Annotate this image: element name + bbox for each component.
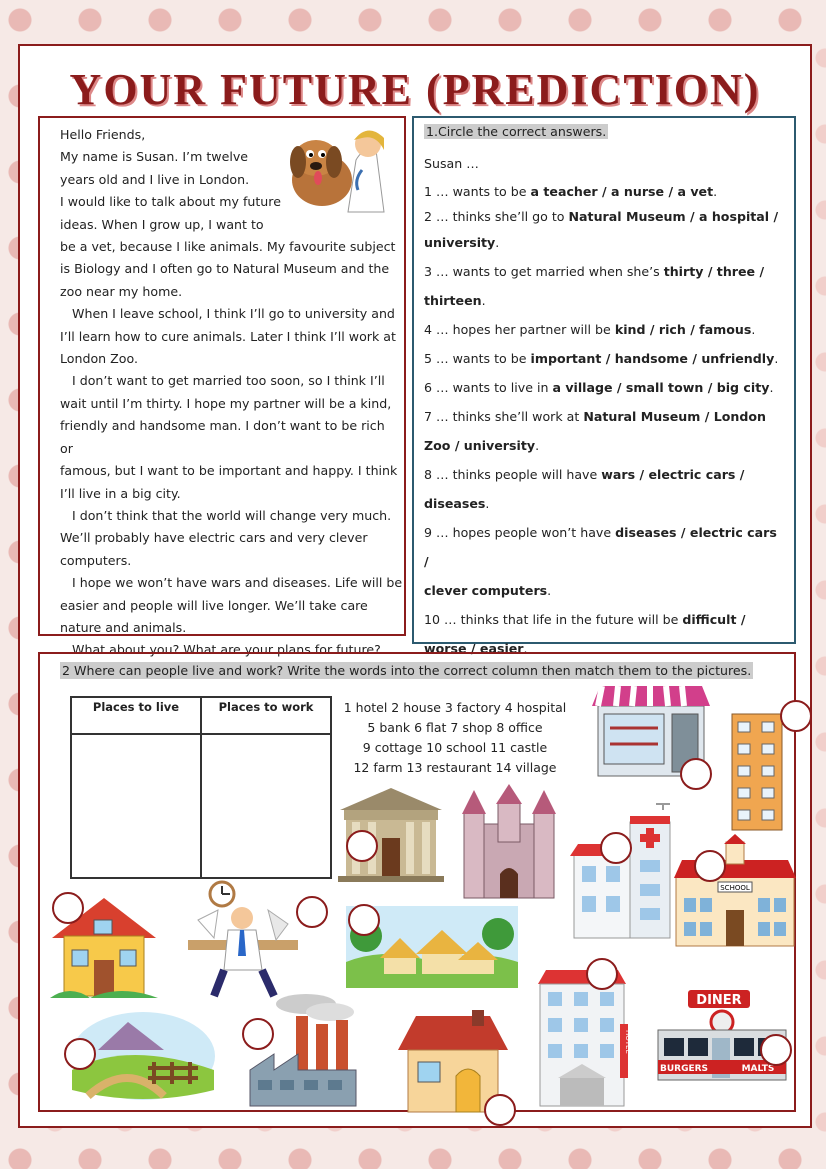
reading-line: I would like to talk about my future — [60, 194, 281, 210]
answer-options[interactable]: Natural Museum / a hospital / — [568, 209, 779, 224]
reading-line: zoo near my home. — [60, 283, 183, 299]
reading-line: I don’t think that the world will change very much. — [60, 507, 392, 523]
reading-line: easier and people will live longer. We’ll take care — [60, 597, 368, 613]
question-text: . — [547, 583, 552, 598]
malts-sign: MALTS — [741, 1064, 775, 1074]
burgers-sign: BURGERS — [659, 1064, 709, 1074]
hotel-picture — [536, 968, 632, 1108]
answer-options[interactable]: a village / small town / big city — [552, 380, 770, 395]
answer-options[interactable]: important / handsome / unfriendly — [530, 351, 775, 366]
question-text: . — [774, 351, 779, 366]
answer-options[interactable]: clever computers — [424, 583, 548, 598]
word-bank-line: 5 bank 6 flat 7 shop 8 office — [367, 720, 543, 735]
question-text: 5 … wants to be — [424, 351, 531, 366]
answer-options[interactable]: a teacher / a nurse / a vet — [530, 184, 714, 199]
question-1 — [424, 177, 784, 206]
question-text: 1 … wants to be — [424, 184, 531, 199]
reading-line: We’ll probably have electric cars and very clever — [60, 530, 368, 546]
exercise-1-title: 1.Circle the correct answers. — [426, 124, 607, 139]
reading-line: What about you? What are your plans for future? — [60, 642, 381, 658]
reading-line: Hello Friends, — [60, 127, 146, 142]
reading-line: I don’t want to get married too soon, so I think I’ll — [60, 373, 385, 389]
answer-options[interactable]: thirteen — [424, 293, 482, 308]
page-title: YOUR FUTURE (PREDICTION) — [69, 65, 761, 114]
question-text: . — [523, 641, 528, 656]
question-text: . — [535, 438, 540, 453]
reading-line: computers. — [60, 552, 132, 568]
answer-circle[interactable] — [64, 1038, 96, 1070]
answer-circle[interactable] — [242, 1018, 274, 1050]
answer-circle[interactable] — [348, 904, 380, 936]
reading-line: friendly and handsome man. I don’t want to be rich or — [60, 418, 385, 456]
question-text: . — [769, 380, 774, 395]
question-text: 7 … thinks she’ll work at — [424, 409, 584, 424]
exercise-1-box — [412, 116, 796, 656]
school-sign: SCHOOL — [720, 884, 750, 892]
reading-line: famous, but I want to be important and happy. I think — [60, 463, 398, 479]
answer-circle[interactable] — [694, 850, 726, 882]
question-text: 10 … thinks that life in the future will be — [424, 612, 683, 627]
column-header-work: Places to work — [201, 697, 331, 734]
answer-circle[interactable] — [760, 1034, 792, 1066]
answer-options[interactable]: Natural Museum / London — [583, 409, 767, 424]
answer-options[interactable]: difficult / — [682, 612, 746, 627]
reading-line: When I leave school, I think I’ll go to university and — [60, 306, 395, 322]
question-2-cont — [424, 228, 784, 257]
answer-cell-work[interactable] — [201, 734, 331, 878]
exercise-2-box — [38, 652, 796, 1112]
question-text: 6 … wants to live in — [424, 380, 553, 395]
word-bank-line: 1 hotel 2 house 3 factory 4 hospital — [343, 700, 567, 715]
dog-and-vet-illustration — [284, 120, 394, 220]
word-bank-line: 9 cottage 10 school 11 castle — [362, 740, 548, 755]
reading-line: My name is Susan. I’m twelve — [60, 149, 249, 165]
hospital-picture — [570, 804, 682, 942]
question-7-cont — [424, 431, 784, 460]
question-8-cont — [424, 489, 784, 518]
question-3 — [424, 257, 784, 286]
question-4 — [424, 315, 784, 344]
answer-options[interactable]: diseases / electric cars / — [424, 525, 777, 569]
question-2 — [424, 206, 784, 228]
reading-line: is Biology and I often go to Natural Museum and the — [60, 261, 390, 277]
question-text: 2 … thinks she’ll go to — [424, 209, 569, 224]
exercise-1-heading — [424, 124, 784, 139]
reading-line: wait until I’m thirty. I hope my partner will be a kind, — [60, 395, 392, 411]
question-9 — [424, 518, 784, 576]
answer-options[interactable]: worse / easier — [424, 641, 524, 656]
question-text: . — [481, 293, 486, 308]
question-8 — [424, 460, 784, 489]
reading-line: ideas. When I grow up, I want to — [60, 216, 264, 232]
reading-box — [38, 116, 406, 658]
answer-circle[interactable] — [484, 1094, 516, 1126]
question-5 — [424, 344, 784, 373]
answer-options[interactable]: diseases — [424, 496, 486, 511]
castle-picture — [460, 784, 558, 900]
exercise-1-intro: Susan … — [424, 156, 479, 171]
worksheet — [18, 44, 812, 1128]
answer-circle[interactable] — [346, 830, 378, 862]
reading-line: years old and I live in London. — [60, 171, 250, 187]
answer-cell-live[interactable] — [71, 734, 201, 878]
answer-options[interactable]: Zoo / university — [424, 438, 536, 453]
school-picture — [674, 840, 796, 948]
question-text: . — [713, 184, 718, 199]
places-table — [70, 696, 332, 879]
column-header-live: Places to live — [71, 697, 201, 734]
question-6 — [424, 373, 784, 402]
reading-line: be a vet, because I like animals. My favourite subject — [60, 239, 396, 255]
question-text: 4 … hopes her partner will be — [424, 322, 615, 337]
question-text: 9 … hopes people won’t have — [424, 525, 616, 540]
word-bank — [340, 698, 570, 778]
question-text: . — [495, 235, 500, 250]
answer-options[interactable]: wars / electric cars / — [601, 467, 745, 482]
question-text: . — [485, 496, 490, 511]
answer-circle[interactable] — [586, 958, 618, 990]
answer-circle[interactable] — [600, 832, 632, 864]
answer-circle[interactable] — [680, 758, 712, 790]
answer-options[interactable]: university — [424, 235, 496, 250]
question-10 — [424, 605, 784, 634]
reading-line: I hope we won’t have wars and diseases. Life will be — [60, 575, 403, 591]
answer-options[interactable]: kind / rich / famous — [614, 322, 752, 337]
answer-circle[interactable] — [52, 892, 84, 924]
question-text: . — [751, 322, 756, 337]
hotel-sign: HOTEL — [624, 1030, 632, 1054]
answer-circle[interactable] — [780, 700, 812, 732]
question-9-cont — [424, 576, 784, 605]
flat-building-picture — [730, 712, 784, 832]
question-text: 8 … thinks people will have — [424, 467, 602, 482]
reading-line: I’ll learn how to cure animals. Later I think I’ll work at — [60, 328, 396, 344]
question-text: 3 … wants to get married when she’s — [424, 264, 664, 279]
answer-circle[interactable] — [296, 896, 328, 928]
reading-line: nature and animals. — [60, 619, 187, 635]
word-bank-line: 12 farm 13 restaurant 14 village — [353, 760, 557, 775]
question-7 — [424, 402, 784, 431]
answer-options[interactable]: thirty / three / — [663, 264, 765, 279]
question-3-cont — [424, 286, 784, 315]
exercise-2-title: 2 Where can people live and work? Write the words into the correct column then match them to the pictures. — [62, 663, 752, 678]
reading-line: London Zoo. — [60, 351, 138, 367]
diner-sign: DINER — [696, 993, 742, 1008]
reading-line: I’ll live in a big city. — [60, 485, 181, 501]
office-picture — [178, 880, 306, 998]
